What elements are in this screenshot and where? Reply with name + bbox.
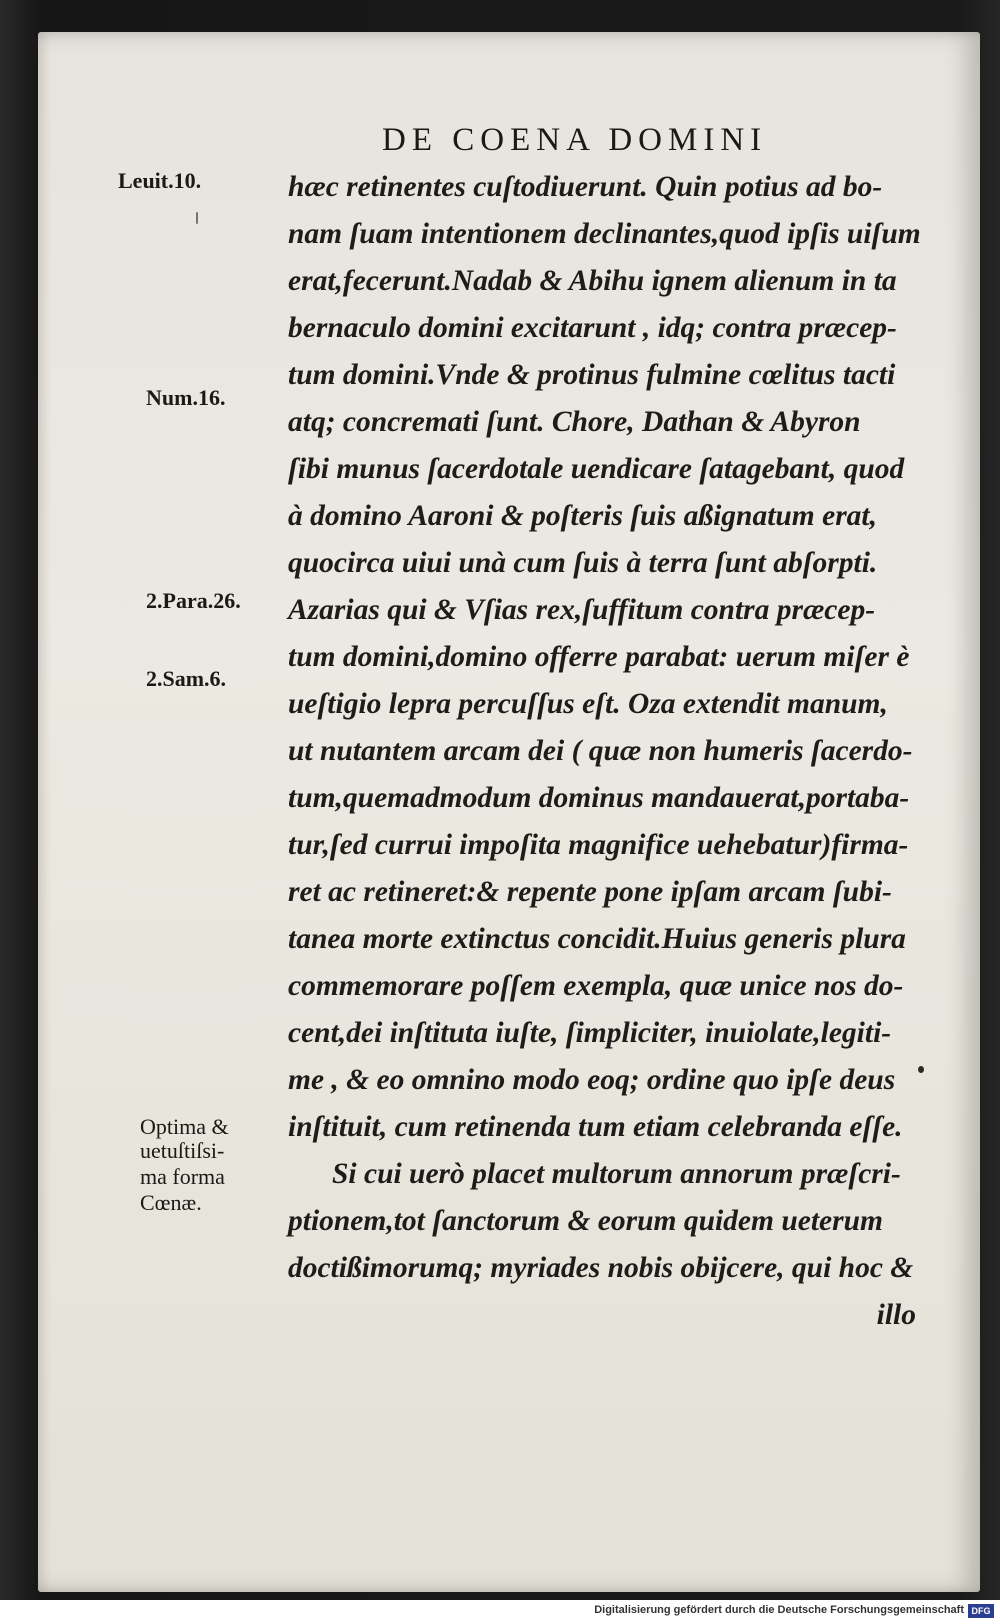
- text-line: quocirca uiui unà cum ſuis à terra ſunt abſorpti.: [288, 547, 878, 579]
- text-line: erat,fecerunt.Nadab & Abihu ignem alienum in ta: [288, 265, 897, 297]
- text-line: me , & eo omnino modo eoq; ordine quo ipſe deus: [288, 1064, 896, 1096]
- margin-note-optima-1: Optima &: [140, 1114, 229, 1139]
- text-line: tur,ſed currui impoſita magnifice uehebatur)firma-: [288, 829, 909, 861]
- text-line: bernaculo domini excitarunt , idq; contra præcep-: [288, 312, 897, 344]
- text-line: Si cui uerò placet multorum annorum præſcri-: [332, 1158, 901, 1190]
- margin-note-optima-2: uetuſtiſsi-: [140, 1138, 225, 1163]
- margin-note-sam: 2.Sam.6.: [146, 666, 227, 691]
- body-text: [288, 164, 928, 1339]
- margin-note-leuit: Leuit.10.: [118, 168, 202, 193]
- margin-note-optima-3: ma forma: [140, 1164, 225, 1189]
- text-line: nam ſuam intentionem declinantes,quod ipſis uiſum: [288, 218, 921, 250]
- text-line: tum domini,domino offerre parabat: uerum miſer è: [288, 641, 910, 673]
- text-line: ueſtigio lepra percuſſus eſt. Oza extendit manum,: [288, 688, 888, 720]
- text-line: à domino Aaroni & poſteris ſuis aßignatum erat,: [288, 500, 878, 532]
- margin-note-num: Num.16.: [146, 385, 226, 410]
- ink-speck: [918, 1066, 924, 1073]
- text-line: ptionem,tot ſanctorum & eorum quidem ueterum: [288, 1205, 883, 1237]
- dfg-logo: DFG: [968, 1604, 994, 1618]
- catchword: illo: [876, 1299, 916, 1331]
- text-line: doctißimorumq; myriades nobis obijcere, qui hoc &: [288, 1252, 914, 1284]
- text-line: tum domini.Vnde & protinus fulmine cœlitus tacti: [288, 359, 896, 391]
- text-line: hæc retinentes cuſtodiuerunt. Quin potius ad bo-: [288, 171, 883, 203]
- text-line: inſtituit, cum retinenda tum etiam celebranda eſſe.: [288, 1111, 903, 1143]
- text-line: atq; concremati ſunt. Chore, Dathan & Abyron: [288, 406, 861, 438]
- margin-note-optima-4: Cœnæ.: [140, 1190, 202, 1215]
- text-line: ut nutantem arcam dei ( quæ non humeris ſacerdo-: [288, 735, 913, 767]
- text-line: ſibi munus ſacerdotale uendicare ſatagebant, quod: [288, 453, 905, 485]
- text-line: commemorare poſſem exempla, quæ unice nos do-: [288, 970, 904, 1002]
- text-line: ret ac retineret:& repente pone ipſam arcam ſubi-: [288, 876, 892, 908]
- running-head: DE COENA DOMINI: [382, 122, 768, 158]
- text-line: cent,dei inſtituta iuſte, ſimpliciter, inuiolate,legiti-: [288, 1017, 892, 1049]
- text-line: tum,quemadmodum dominus mandauerat,portaba-: [288, 782, 910, 814]
- funding-credit: Digitalisierung gefördert durch die Deutsche Forschungsgemeinschaft: [594, 1604, 964, 1616]
- footer-bar: [0, 1600, 1000, 1624]
- ink-speck: [196, 212, 198, 224]
- text-line: tanea morte extinctus concidit.Huius generis plura: [288, 923, 906, 955]
- margin-note-para: 2.Para.26.: [146, 588, 241, 613]
- text-line: Azarias qui & Vſias rex,ſuffitum contra præcep-: [288, 594, 876, 626]
